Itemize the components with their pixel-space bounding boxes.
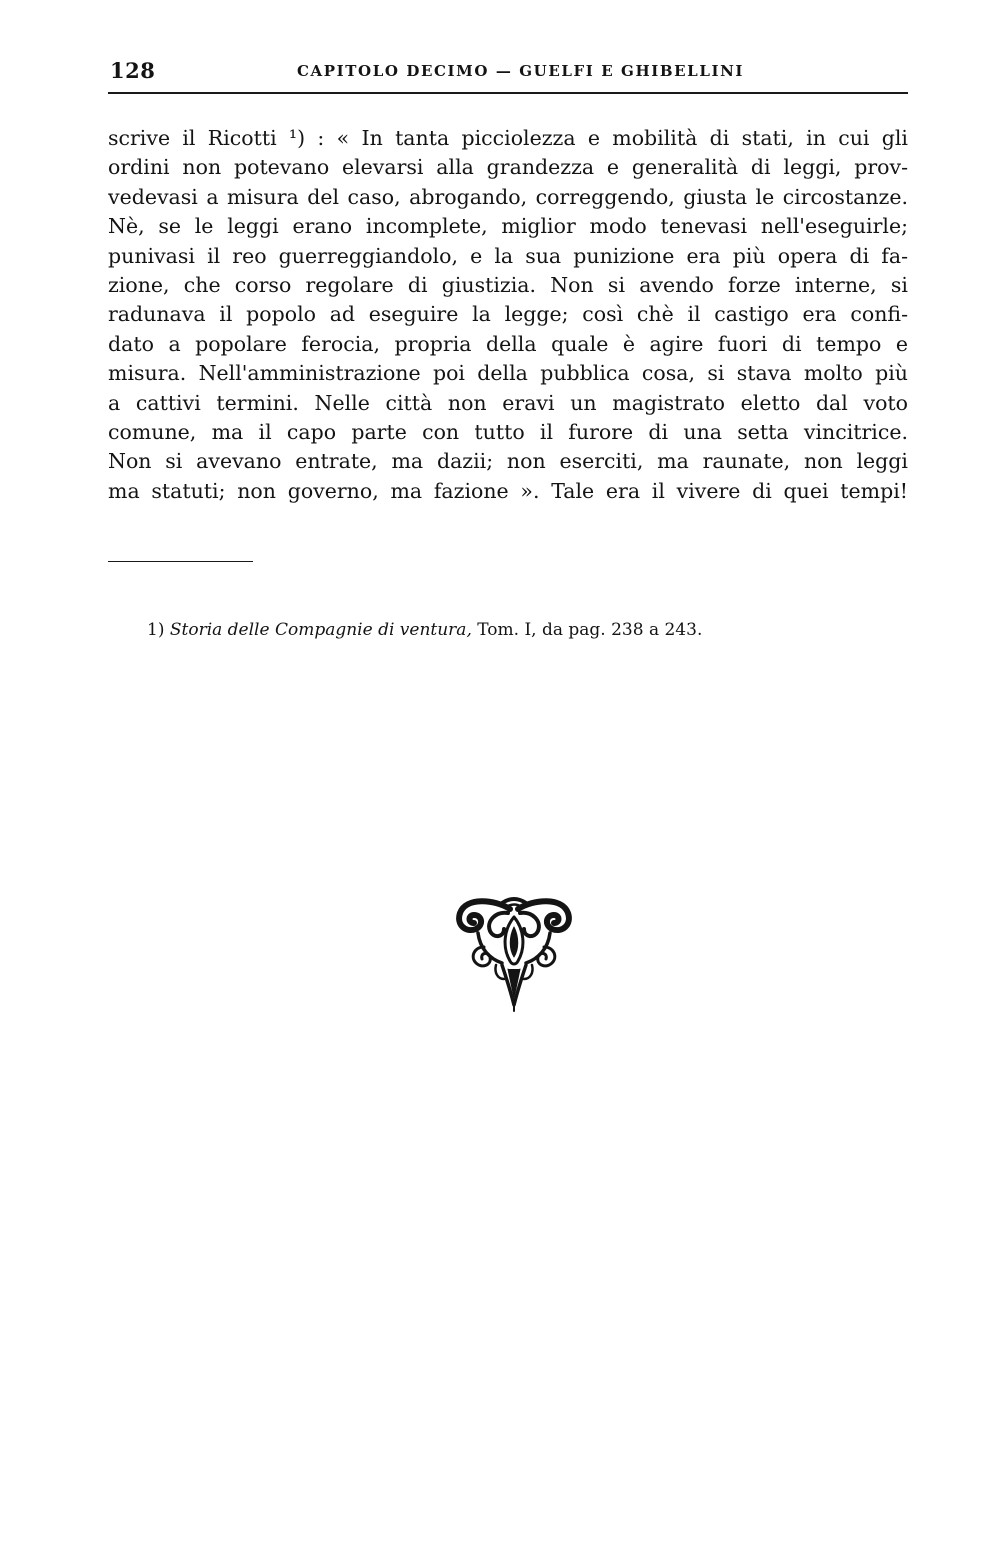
body-line: Non si avevano entrate, ma dazii; non eserciti, ma raunate, non leggi [108, 449, 908, 474]
body-line: scrive il Ricotti ¹) : « In tanta picciolezza e mobilità di stati, in cui gli [108, 126, 908, 150]
body-line: radunava il popolo ad eseguire la legge; così chè il castigo era confi- [108, 302, 908, 327]
page-number: 128 [110, 58, 156, 83]
body-line: comune, ma il capo parte con tutto il furore di una setta vincitrice. [108, 419, 908, 444]
footnote-rule [108, 561, 253, 562]
footnote-reference: Tom. I, da pag. 238 a 243. [477, 620, 703, 640]
body-line: ma statuti; non governo, ma fazione ». Tale era il vivere di quei tempi! [108, 478, 908, 503]
body-text [108, 124, 908, 506]
body-line: punivasi il reo guerreggiandolo, e la sua punizione era più opera di fa- [108, 243, 908, 268]
ornament-svg [450, 893, 578, 1013]
body-line: a cattivi termini. Nelle città non eravi un magistrato eletto dal voto [108, 390, 908, 415]
footnote-marker: 1) [147, 620, 165, 640]
running-title: CAPITOLO DECIMO — GUELFI E GHIBELLINI [297, 62, 745, 80]
body-line: misura. Nell'amministrazione poi della pubblica cosa, si stava molto più [108, 361, 908, 386]
body-line: Nè, se le leggi erano incomplete, miglior modo tenevasi nell'eseguirle; [108, 214, 908, 239]
body-line: ordini non potevano elevarsi alla grandezza e generalità di leggi, prov- [108, 155, 908, 180]
body-line: vedevasi a misura del caso, abrogando, correggendo, giusta le circostanze. [108, 184, 908, 209]
header-rule [108, 92, 908, 94]
footnote-title: Storia delle Compagnie di ventura, [169, 620, 472, 640]
footnote [147, 620, 702, 640]
page-header [110, 58, 910, 88]
body-line: zione, che corso regolare di giustizia. Non si avendo forze interne, si [108, 272, 908, 297]
floral-tailpiece-ornament-icon [450, 893, 578, 1013]
body-line: dato a popolare ferocia, propria della quale è agire fuori di tempo e [108, 331, 908, 356]
